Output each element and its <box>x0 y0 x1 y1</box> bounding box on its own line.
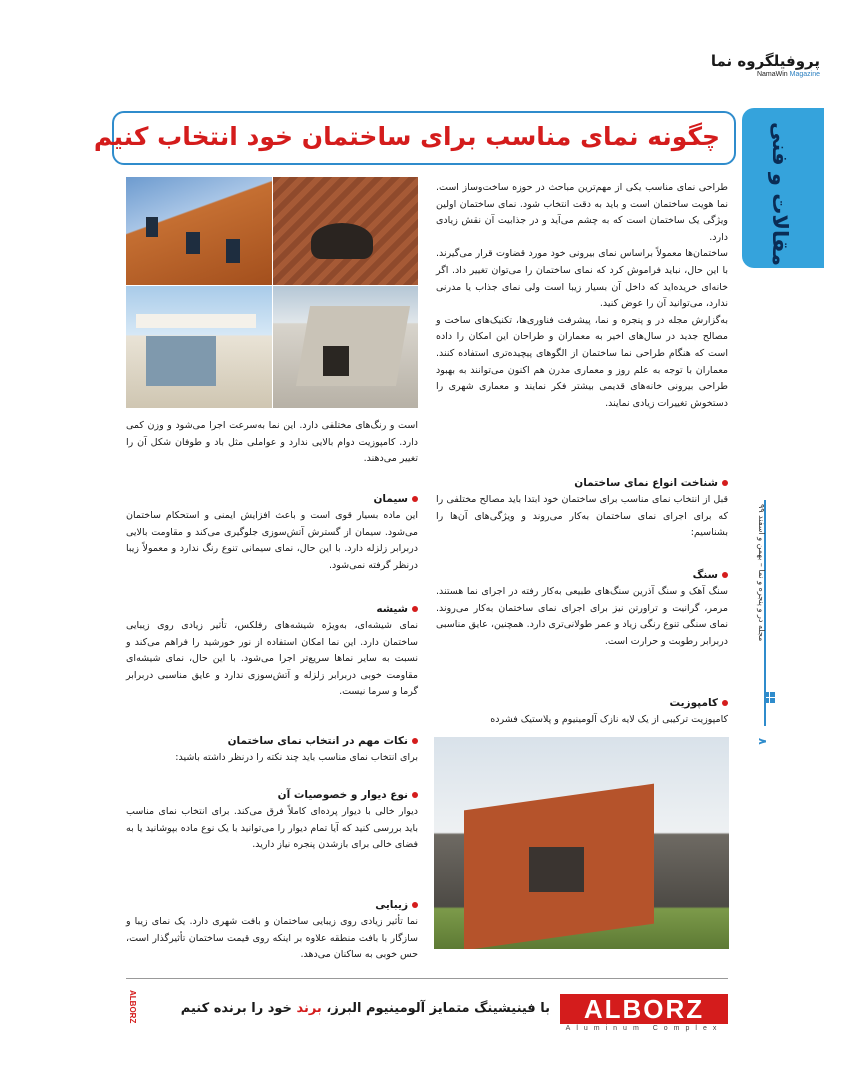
intro-text <box>436 180 728 412</box>
section-body: دیوار خالی با دیوار پرده‌ای کاملاً فرق می‌کند. برای انتخاب نمای مناسب باید بررسی کنید که آیا تمام دیوار را می‌توانید با یک نوع ماده بپوشانید یا به فضای خالی برای بازشدن پنجره نیاز دارید. <box>126 806 418 851</box>
bullet-icon <box>722 480 728 486</box>
magazine-logo-subtitle: NamaWin Magazine <box>756 71 820 78</box>
bullet-icon <box>412 792 418 798</box>
bullet-icon <box>412 902 418 908</box>
section-body: کامپوزیت ترکیبی از یک لایه نازک آلومینیوم و پلاستیک فشرده <box>490 714 728 725</box>
composite-continuation: است و رنگ‌های مختلفی دارد. این نما به‌سرعت اجرا می‌شود و وزن کمی دارد. کامپوزیت دوام بالایی ندارد و عواملی مثل باد و طوفان شکل آن را تغییر می‌دهند. <box>126 420 418 465</box>
intro-paragraph: ساختمان‌ها معمولاً براساس نمای بیرونی خود مورد قضاوت قرار می‌گیرند. با این حال، نباید فراموش کرد که نمای ساختمان را می‌توان تغییر داد. اگر خانه‌ای خریده‌اید که داخل آن بسیار زیبا است ولی نمای جذاب یا مدرنی ندارد، می‌توانید آن را عوض کنید. <box>436 248 728 310</box>
magazine-logo-title: پروفیلگروه نما <box>710 52 820 70</box>
footer-divider <box>126 978 728 979</box>
category-tab <box>742 108 824 268</box>
bullet-icon <box>722 700 728 706</box>
title-box <box>93 111 736 165</box>
section-stone <box>436 566 728 650</box>
magazine-logo <box>640 52 820 80</box>
section-cement <box>126 490 418 574</box>
section-heading: کامپوزیت <box>436 694 728 712</box>
section-body: نما تأثیر زیادی روی زیبایی ساختمان و بافت شهری دارد. یک نمای زیبا و سازگار با بافت منطقه علاوه بر اینکه روی قیمت ساختمان تأثیرگذار است، حس خوبی به ساکنان می‌دهد. <box>126 916 418 961</box>
section-body: سنگ آهک و سنگ آذرین سنگ‌های طبیعی به‌کار رفته در اجرای نما هستند. مرمر، گرانیت و تراورتن نیز برای اجرای نمای ساختمان به‌کار می‌روند. نمای سنگی تنوع رنگی زیاد و عمر طولانی‌تری دارد. همچنین، عایق مناسبی دربرابر رطوبت و حرارت است. <box>436 586 728 647</box>
section-heading: نوع دیوار و خصوصیات آن <box>126 786 418 804</box>
section-body: نمای شیشه‌ای، به‌ویژه شیشه‌های رفلکس، تأثیر زیادی روی زیبایی ساختمان دارد. این نما امکان استفاده از نور خورشید را فراهم می‌کند و نسبت به سایر نماها سریع‌تر اجرا می‌شود. با این حال، نمای شیشه‌ای مقاومت خوبی دربرابر زلزله و آتش‌سوزی ندارد و عایق مناسبی دربرابر گرما و سرما نیست. <box>126 620 418 698</box>
section-body: این ماده بسیار قوی است و باعث افزایش ایمنی و استحکام ساختمان می‌شود. سیمان از گسترش آتش‌سوزی جلوگیری می‌کند و مقاومت بالایی دربرابر زلزله دارد. با این حال، نمای سیمانی تنوع رنگ ندارد و معمولاً زیبا درنظر گرفته نمی‌شود. <box>126 510 418 571</box>
section-heading: شیشه <box>126 600 418 618</box>
page-number: ۸ <box>756 738 769 745</box>
alborz-sub: Aluminum Complex <box>565 1025 723 1032</box>
alborz-tiny-logo: ALBORZ <box>128 990 137 1024</box>
category-label: مقالات و فنی <box>768 122 792 266</box>
bullet-icon <box>412 496 418 502</box>
photo-composite-building <box>434 737 729 949</box>
bullet-icon <box>412 606 418 612</box>
section-heading: سیمان <box>126 490 418 508</box>
intro-paragraph: طراحی نمای مناسب یکی از مهم‌ترین مباحث در حوزه ساخت‌وساز است. نما هویت ساختمان است و باید به دقت انتخاب شود. نمای ساختمان اولین ویژگی یک ساختمان است که به چشم می‌آید و در جذابیت آن نقش زیادی دارد. <box>436 182 728 243</box>
section-heading: شناخت انواع نمای ساختمان <box>436 474 728 492</box>
section-body: قبل از انتخاب نمای مناسب برای ساختمان خود ابتدا باید مصالح مختلفی را که برای اجرای نمای ساختمان به‌کار می‌روند و ویژگی‌های آن‌ها را بشناسیم: <box>436 494 728 539</box>
issue-text: مجله در و پنجره و نما – بهمن و اسفند ۹۹ <box>757 504 766 642</box>
section-glass <box>126 600 418 701</box>
section-beauty <box>126 896 418 964</box>
bullet-icon <box>722 572 728 578</box>
section-heading: نکات مهم در انتخاب نمای ساختمان <box>126 732 418 750</box>
intro-paragraph: به‌گزارش مجله در و پنجره و نما، پیشرفت فناوری‌ها، تکنیک‌های ساخت و مصالح جدید در سال‌های اخیر به معماران و طراحان این امکان را داده است که هنگام طراحی نما ساختمان از الگوهای پیچیده‌تری استفاده کنند. معماران با توجه به علم روز و معماری مدرن هم اکنون می‌توانند به بهبود طراحی بیرونی خانه‌های قدیمی بیشتر فکر نمایند و معماری شهری را دستخوش تغییرات زیادی نمایند. <box>436 314 728 409</box>
footer-tagline: با فینیشینگ متمایز آلومینیوم البرز، برند خود را برنده کنیم <box>180 1001 550 1016</box>
bullet-icon <box>412 738 418 744</box>
section-heading: زیبایی <box>126 896 418 914</box>
photo-brick-facade <box>273 177 418 285</box>
section-facade-types <box>436 474 728 542</box>
section-tips <box>126 732 418 767</box>
section-wall-type <box>126 786 418 854</box>
photo-white-house <box>126 286 272 408</box>
section-body: برای انتخاب نمای مناسب باید چند نکته را درنظر داشته باشید: <box>175 752 418 763</box>
section-heading: سنگ <box>436 566 728 584</box>
alborz-brand: ALBORZ <box>560 994 728 1024</box>
alborz-logo <box>560 994 728 1034</box>
article-title: چگونه نمای مناسب برای ساختمان خود انتخاب کنیم <box>93 122 720 151</box>
window-logo-icon <box>762 690 778 720</box>
section-composite <box>436 694 728 729</box>
photo-concrete-building <box>273 286 418 408</box>
photo-wood-facade <box>126 177 272 285</box>
